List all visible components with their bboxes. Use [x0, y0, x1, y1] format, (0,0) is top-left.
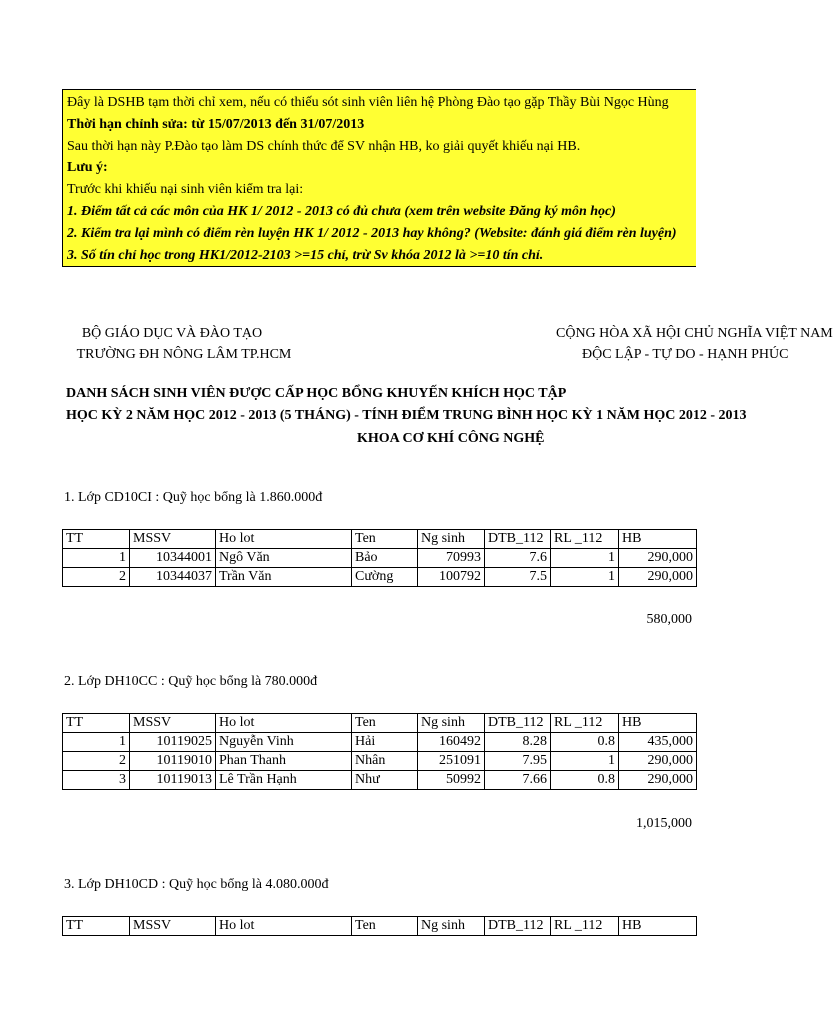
document-subtitle: HỌC KỲ 2 NĂM HỌC 2012 - 2013 (5 THÁNG) - TÍNH ĐIỂM TRUNG BÌNH HỌC KỲ 1 NĂM HỌC 2012 - 2013: [66, 408, 747, 423]
column-header: TT: [63, 917, 130, 936]
scholarship-amount: 290,000: [619, 752, 697, 771]
table-header-row: [63, 917, 697, 936]
section-heading: 3. Lớp DH10CD : Quỹ học bổng là 4.080.000đ: [64, 877, 329, 892]
row-index: 3: [63, 771, 130, 790]
column-header: DTB_112: [485, 714, 551, 733]
faculty-name: KHOA CƠ KHÍ CÔNG NGHỆ: [357, 431, 545, 446]
notice-deadline: Thời hạn chỉnh sửa: từ 15/07/2013 đến 31/07/2013: [67, 116, 365, 132]
column-header: TT: [63, 530, 130, 549]
birth-date: 251091: [418, 752, 485, 771]
notice-check-1: 1. Điểm tất cả các môn của HK 1/ 2012 - 2013 có đủ chưa (xem trên website Đăng ký môn học): [67, 203, 616, 219]
table-row: [63, 771, 697, 790]
table-row: [63, 752, 697, 771]
scholarship-table: [62, 916, 697, 936]
conduct-score: 1: [551, 752, 619, 771]
birth-date: 70993: [418, 549, 485, 568]
table-header-row: [63, 530, 697, 549]
notice-line-5: Trước khi khiếu nại sinh viên kiểm tra lại:: [67, 182, 304, 198]
column-header: RL _112: [551, 530, 619, 549]
column-header: MSSV: [130, 714, 216, 733]
gpa-value: 7.66: [485, 771, 551, 790]
student-surname: Phan Thanh: [216, 752, 352, 771]
scholarship-amount: 435,000: [619, 733, 697, 752]
gpa-value: 7.6: [485, 549, 551, 568]
scholarship-table: [62, 529, 697, 587]
conduct-score: 1: [551, 549, 619, 568]
conduct-score: 0.8: [551, 771, 619, 790]
student-id: 10119025: [130, 733, 216, 752]
column-header: DTB_112: [485, 530, 551, 549]
table-row: [63, 733, 697, 752]
scholarship-amount: 290,000: [619, 771, 697, 790]
column-header: Ten: [352, 714, 418, 733]
student-given-name: Như: [352, 771, 418, 790]
student-id: 10344001: [130, 549, 216, 568]
column-header: Ho lot: [216, 714, 352, 733]
table-row: [63, 549, 697, 568]
gpa-value: 7.95: [485, 752, 551, 771]
row-index: 1: [63, 549, 130, 568]
column-header: Ho lot: [216, 530, 352, 549]
column-header: HB: [619, 530, 697, 549]
conduct-score: 1: [551, 568, 619, 587]
republic-name: CỘNG HÒA XÃ HỘI CHỦ NGHĨA VIỆT NAM: [556, 326, 833, 341]
column-header: RL _112: [551, 714, 619, 733]
notice-box: [62, 89, 696, 267]
student-id: 10344037: [130, 568, 216, 587]
section-heading: 1. Lớp CD10CI : Quỹ học bổng là 1.860.000đ: [64, 490, 323, 505]
student-given-name: Bảo: [352, 549, 418, 568]
column-header: HB: [619, 714, 697, 733]
row-index: 2: [63, 568, 130, 587]
student-given-name: Hải: [352, 733, 418, 752]
birth-date: 50992: [418, 771, 485, 790]
column-header: Ho lot: [216, 917, 352, 936]
notice-line-3: Sau thời hạn này P.Đào tạo làm DS chính thức để SV nhận HB, ko giải quyết khiếu nại HB.: [67, 138, 581, 154]
birth-date: 160492: [418, 733, 485, 752]
section-heading: 2. Lớp DH10CC : Quỹ học bổng là 780.000đ: [64, 674, 318, 689]
column-header: DTB_112: [485, 917, 551, 936]
birth-date: 100792: [418, 568, 485, 587]
row-index: 1: [63, 733, 130, 752]
column-header: MSSV: [130, 917, 216, 936]
gpa-value: 8.28: [485, 733, 551, 752]
student-given-name: Cường: [352, 568, 418, 587]
table-header-row: [63, 714, 697, 733]
student-id: 10119010: [130, 752, 216, 771]
university-name: TRƯỜNG ĐH NÔNG LÂM TP.HCM: [76, 347, 292, 362]
section-total: 1,015,000: [636, 816, 692, 831]
column-header: Ng sinh: [418, 917, 485, 936]
notice-check-3: 3. Số tín chỉ học trong HK1/2012-2103 >=15 chỉ, trừ Sv khóa 2012 là >=10 tín chỉ.: [67, 247, 544, 263]
column-header: Ten: [352, 530, 418, 549]
row-index: 2: [63, 752, 130, 771]
notice-line-1: Đây là DSHB tạm thời chỉ xem, nếu có thiếu sót sinh viên liên hệ Phòng Đào tạo gặp Thầy Bùi Ngọc Hùng: [67, 95, 669, 110]
column-header: Ng sinh: [418, 530, 485, 549]
scholarship-amount: 290,000: [619, 549, 697, 568]
national-motto: ĐỘC LẬP - TỰ DO - HẠNH PHÚC: [582, 347, 789, 362]
ministry-name: BỘ GIÁO DỤC VÀ ĐÀO TẠO: [81, 326, 263, 341]
scholarship-amount: 290,000: [619, 568, 697, 587]
student-surname: Ngô Văn: [216, 549, 352, 568]
notice-note-label: Lưu ý:: [67, 160, 108, 176]
column-header: RL _112: [551, 917, 619, 936]
gpa-value: 7.5: [485, 568, 551, 587]
scholarship-table: [62, 713, 697, 790]
table-row: [63, 568, 697, 587]
notice-check-2: 2. Kiểm tra lại mình có điểm rèn luyện HK 1/ 2012 - 2013 hay không? (Website: đánh giá điểm rèn luyện): [67, 225, 677, 241]
student-given-name: Nhân: [352, 752, 418, 771]
conduct-score: 0.8: [551, 733, 619, 752]
student-surname: Nguyễn Vinh: [216, 733, 352, 752]
student-id: 10119013: [130, 771, 216, 790]
column-header: Ten: [352, 917, 418, 936]
student-surname: Lê Trần Hạnh: [216, 771, 352, 790]
column-header: TT: [63, 714, 130, 733]
column-header: Ng sinh: [418, 714, 485, 733]
section-total: 580,000: [646, 612, 692, 627]
column-header: HB: [619, 917, 697, 936]
column-header: MSSV: [130, 530, 216, 549]
student-surname: Trần Văn: [216, 568, 352, 587]
document-title: DANH SÁCH SINH VIÊN ĐƯỢC CẤP HỌC BỔNG KHUYẾN KHÍCH HỌC TẬP: [66, 386, 567, 401]
